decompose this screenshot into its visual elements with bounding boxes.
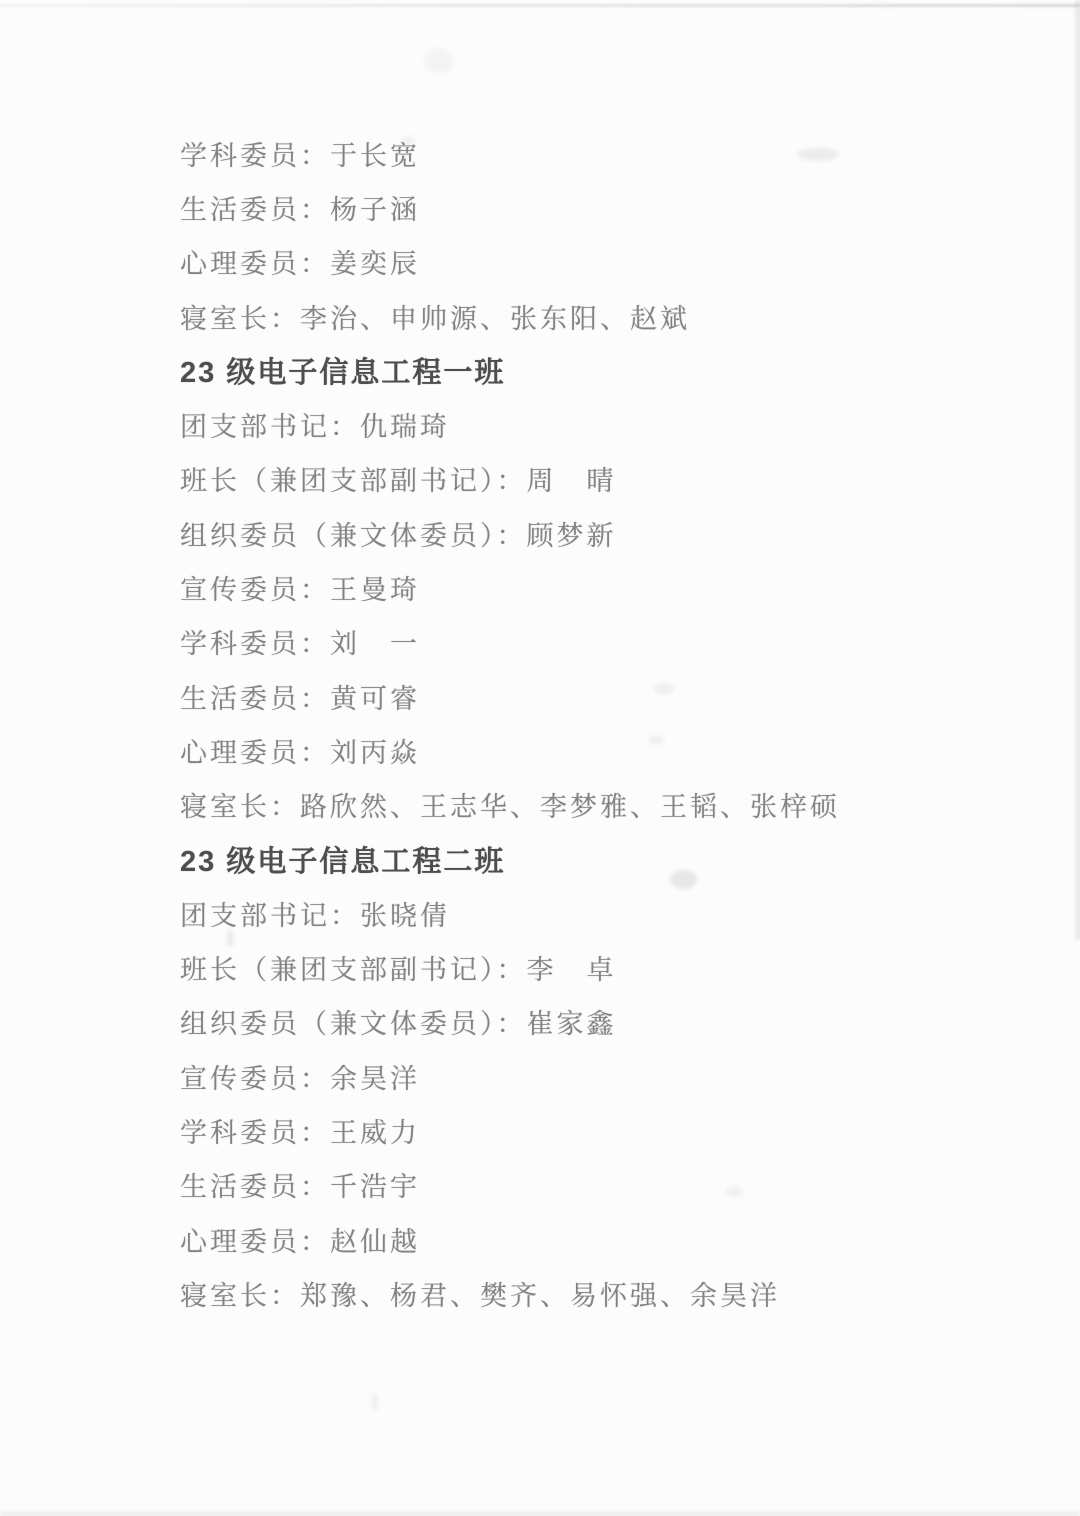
roster-line-dorm-leaders: 寝室长：郑豫、杨君、樊齐、易怀强、余昊洋	[180, 1280, 780, 1311]
roster-line-life-committee: 生活委员：千浩宇	[180, 1172, 420, 1203]
scan-edge-right	[1073, 0, 1080, 940]
class-heading-ee-class1: 23 级电子信息工程一班	[180, 356, 506, 389]
roster-line-org-committee: 组织委员（兼文体委员）：崔家鑫	[180, 1009, 617, 1040]
scan-edge-bottom	[0, 1510, 1080, 1516]
roster-line-dorm-leaders: 寝室长：路欣然、王志华、李梦雅、王韬、张梓硕	[180, 792, 840, 823]
roster-line-psych-committee: 心理委员：刘丙焱	[180, 737, 420, 768]
roster-line-org-committee: 组织委员（兼文体委员）：顾梦新	[180, 520, 617, 551]
roster-line-publicity-committee: 宣传委员：余昊洋	[180, 1063, 420, 1094]
scan-smudge	[424, 48, 454, 74]
class-heading-ee-class2: 23 级电子信息工程二班	[180, 845, 506, 878]
roster-line-league-secretary: 团支部书记：仇瑞琦	[180, 412, 450, 443]
roster-content	[180, 126, 1020, 1321]
roster-line-subject-committee: 学科委员：于长宽	[180, 140, 420, 171]
scan-smudge	[372, 1394, 377, 1410]
roster-line-psych-committee: 心理委员：姜奕辰	[180, 249, 420, 280]
roster-line-league-secretary: 团支部书记：张晓倩	[180, 900, 450, 931]
roster-line-life-committee: 生活委员：黄可睿	[180, 683, 420, 714]
roster-line-subject-committee: 学科委员：刘 一	[180, 629, 420, 660]
roster-line-class-monitor: 班长（兼团支部副书记）：李 卓	[180, 955, 617, 986]
roster-line-subject-committee: 学科委员：王威力	[180, 1117, 420, 1148]
scan-edge-top	[0, 4, 1080, 7]
roster-line-psych-committee: 心理委员：赵仙越	[180, 1226, 420, 1257]
roster-line-publicity-committee: 宣传委员：王曼琦	[180, 575, 420, 606]
roster-line-dorm-leaders: 寝室长：李治、申帅源、张东阳、赵斌	[180, 303, 690, 334]
roster-line-life-committee: 生活委员：杨子涵	[180, 194, 420, 225]
roster-line-class-monitor: 班长（兼团支部副书记）：周 晴	[180, 466, 617, 497]
